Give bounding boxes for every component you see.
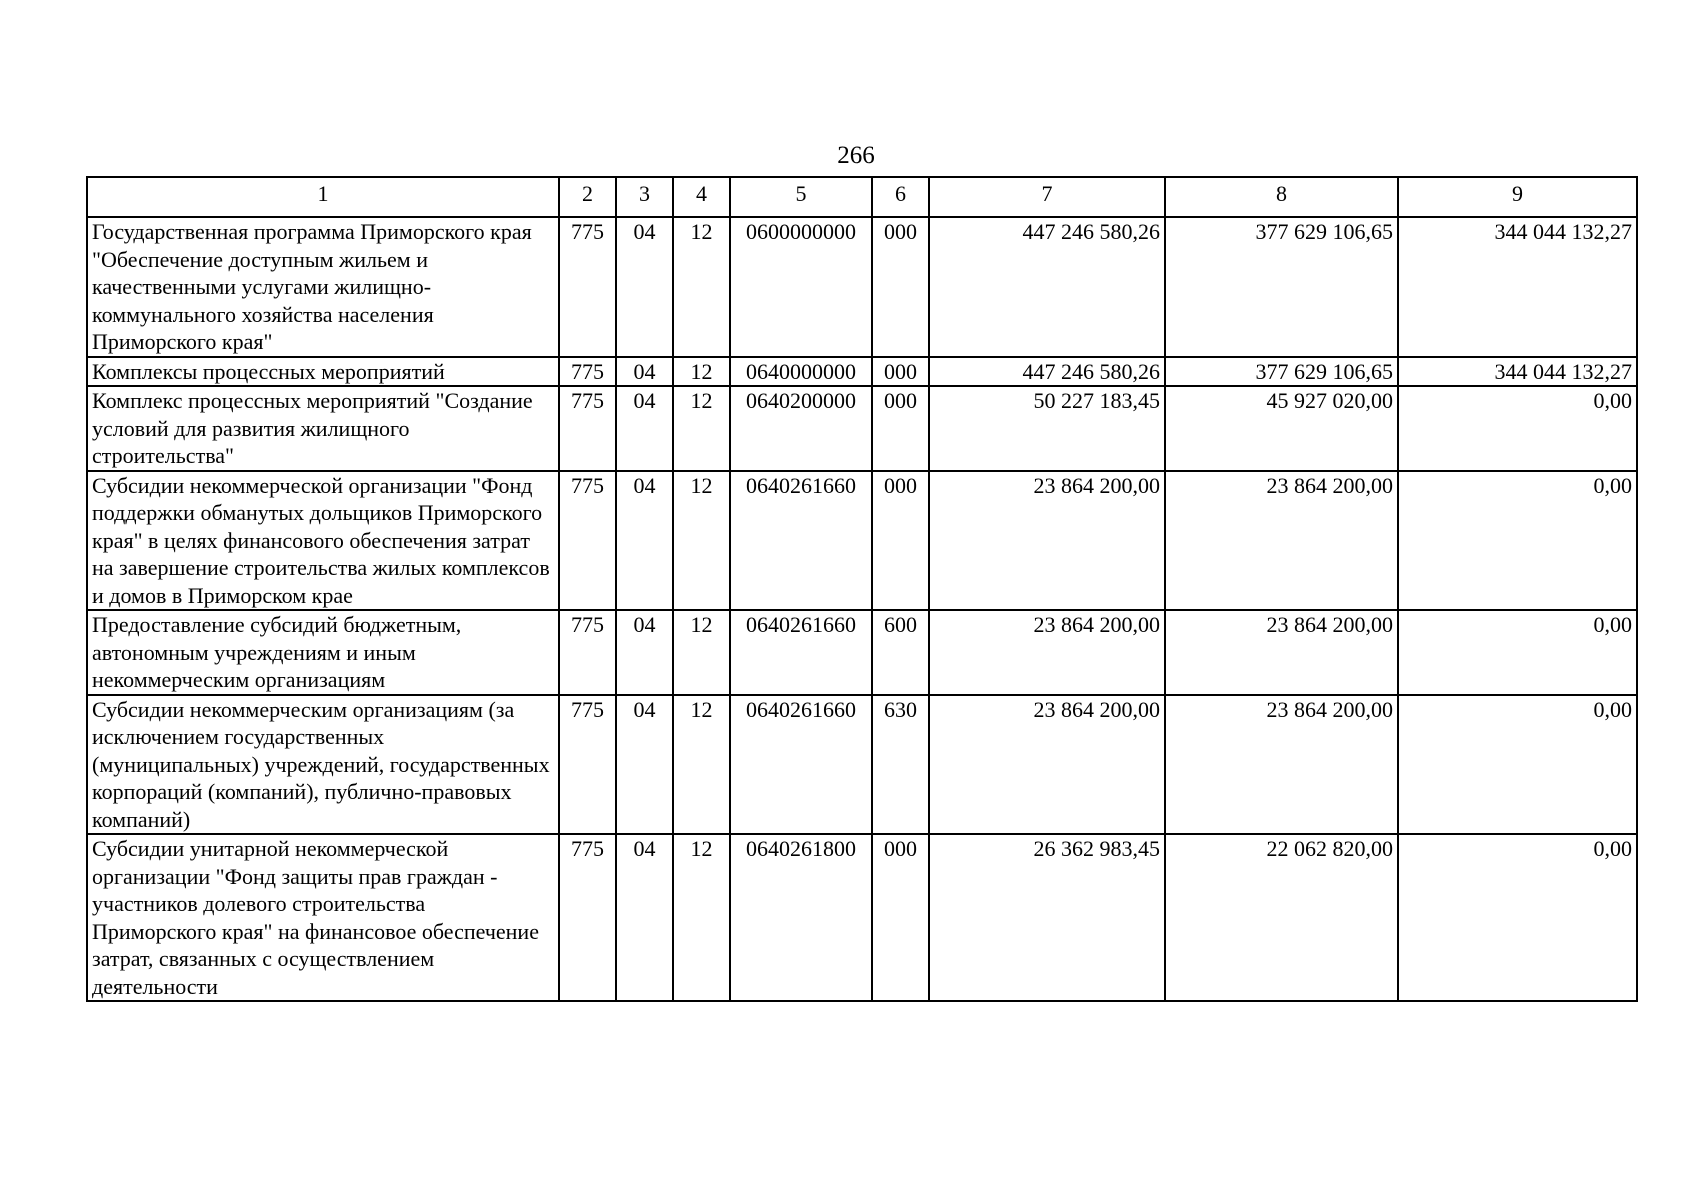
expense-type-code: 000 bbox=[872, 834, 929, 1001]
column-header-3: 3 bbox=[616, 177, 673, 217]
amount-col-7: 50 227 183,45 bbox=[929, 386, 1165, 471]
ministry-code: 775 bbox=[559, 217, 616, 357]
expense-type-code: 000 bbox=[872, 217, 929, 357]
subsection-code: 12 bbox=[673, 610, 730, 695]
target-article-code: 0600000000 bbox=[730, 217, 872, 357]
row-name: Предоставление субсидий бюджетным, автономным учреждениям и иным некоммерческим организациям bbox=[87, 610, 559, 695]
column-header-2: 2 bbox=[559, 177, 616, 217]
expense-type-code: 000 bbox=[872, 386, 929, 471]
section-code: 04 bbox=[616, 695, 673, 835]
amount-col-9: 0,00 bbox=[1398, 610, 1637, 695]
target-article-code: 0640261660 bbox=[730, 471, 872, 611]
column-header-4: 4 bbox=[673, 177, 730, 217]
column-header-6: 6 bbox=[872, 177, 929, 217]
amount-col-7: 23 864 200,00 bbox=[929, 610, 1165, 695]
header-row bbox=[87, 177, 1637, 217]
amount-col-8: 23 864 200,00 bbox=[1165, 695, 1398, 835]
ministry-code: 775 bbox=[559, 695, 616, 835]
amount-col-8: 23 864 200,00 bbox=[1165, 471, 1398, 611]
ministry-code: 775 bbox=[559, 357, 616, 387]
subsection-code: 12 bbox=[673, 386, 730, 471]
subsection-code: 12 bbox=[673, 357, 730, 387]
amount-col-8: 377 629 106,65 bbox=[1165, 357, 1398, 387]
section-code: 04 bbox=[616, 834, 673, 1001]
amount-col-7: 447 246 580,26 bbox=[929, 217, 1165, 357]
amount-col-7: 26 362 983,45 bbox=[929, 834, 1165, 1001]
budget-table bbox=[86, 176, 1638, 1002]
amount-col-9: 344 044 132,27 bbox=[1398, 217, 1637, 357]
subsection-code: 12 bbox=[673, 834, 730, 1001]
section-code: 04 bbox=[616, 610, 673, 695]
table-row bbox=[87, 386, 1637, 471]
column-header-9: 9 bbox=[1398, 177, 1637, 217]
ministry-code: 775 bbox=[559, 471, 616, 611]
expense-type-code: 000 bbox=[872, 471, 929, 611]
section-code: 04 bbox=[616, 386, 673, 471]
page-number: 266 bbox=[837, 142, 875, 169]
ministry-code: 775 bbox=[559, 610, 616, 695]
amount-col-7: 23 864 200,00 bbox=[929, 471, 1165, 611]
subsection-code: 12 bbox=[673, 695, 730, 835]
table-row bbox=[87, 217, 1637, 357]
amount-col-9: 0,00 bbox=[1398, 834, 1637, 1001]
amount-col-8: 45 927 020,00 bbox=[1165, 386, 1398, 471]
amount-col-8: 23 864 200,00 bbox=[1165, 610, 1398, 695]
table-row bbox=[87, 834, 1637, 1001]
expense-type-code: 600 bbox=[872, 610, 929, 695]
row-name: Субсидии унитарной некоммерческой организации "Фонд защиты прав граждан - участников долевого строительства Приморского края" на финансовое обеспечение затрат, связанных с осуществлением деятельности bbox=[87, 834, 559, 1001]
section-code: 04 bbox=[616, 471, 673, 611]
row-name: Комплексы процессных мероприятий bbox=[87, 357, 559, 387]
column-header-5: 5 bbox=[730, 177, 872, 217]
table-row bbox=[87, 357, 1637, 387]
target-article-code: 0640261800 bbox=[730, 834, 872, 1001]
table-row bbox=[87, 695, 1637, 835]
section-code: 04 bbox=[616, 357, 673, 387]
subsection-code: 12 bbox=[673, 217, 730, 357]
table-row bbox=[87, 471, 1637, 611]
target-article-code: 0640261660 bbox=[730, 610, 872, 695]
row-name: Субсидии некоммерческим организациям (за исключением государственных (муниципальных) учреждений, государственных корпораций (компаний), публично-правовых компаний) bbox=[87, 695, 559, 835]
amount-col-9: 0,00 bbox=[1398, 386, 1637, 471]
row-name: Субсидии некоммерческой организации "Фонд поддержки обманутых дольщиков Приморского края" в целях финансового обеспечения затрат на завершение строительства жилых комплексов и домов в Приморском крае bbox=[87, 471, 559, 611]
amount-col-9: 0,00 bbox=[1398, 695, 1637, 835]
subsection-code: 12 bbox=[673, 471, 730, 611]
amount-col-8: 377 629 106,65 bbox=[1165, 217, 1398, 357]
amount-col-9: 0,00 bbox=[1398, 471, 1637, 611]
target-article-code: 0640200000 bbox=[730, 386, 872, 471]
column-header-8: 8 bbox=[1165, 177, 1398, 217]
amount-col-9: 344 044 132,27 bbox=[1398, 357, 1637, 387]
amount-col-7: 23 864 200,00 bbox=[929, 695, 1165, 835]
column-header-1: 1 bbox=[87, 177, 559, 217]
table-row bbox=[87, 610, 1637, 695]
expense-type-code: 630 bbox=[872, 695, 929, 835]
amount-col-8: 22 062 820,00 bbox=[1165, 834, 1398, 1001]
ministry-code: 775 bbox=[559, 386, 616, 471]
ministry-code: 775 bbox=[559, 834, 616, 1001]
target-article-code: 0640000000 bbox=[730, 357, 872, 387]
section-code: 04 bbox=[616, 217, 673, 357]
amount-col-7: 447 246 580,26 bbox=[929, 357, 1165, 387]
column-header-7: 7 bbox=[929, 177, 1165, 217]
row-name: Комплекс процессных мероприятий "Создание условий для развития жилищного строительства" bbox=[87, 386, 559, 471]
expense-type-code: 000 bbox=[872, 357, 929, 387]
row-name: Государственная программа Приморского края "Обеспечение доступным жильем и качественными услугами жилищно-коммунального хозяйства населения Приморского края" bbox=[87, 217, 559, 357]
target-article-code: 0640261660 bbox=[730, 695, 872, 835]
